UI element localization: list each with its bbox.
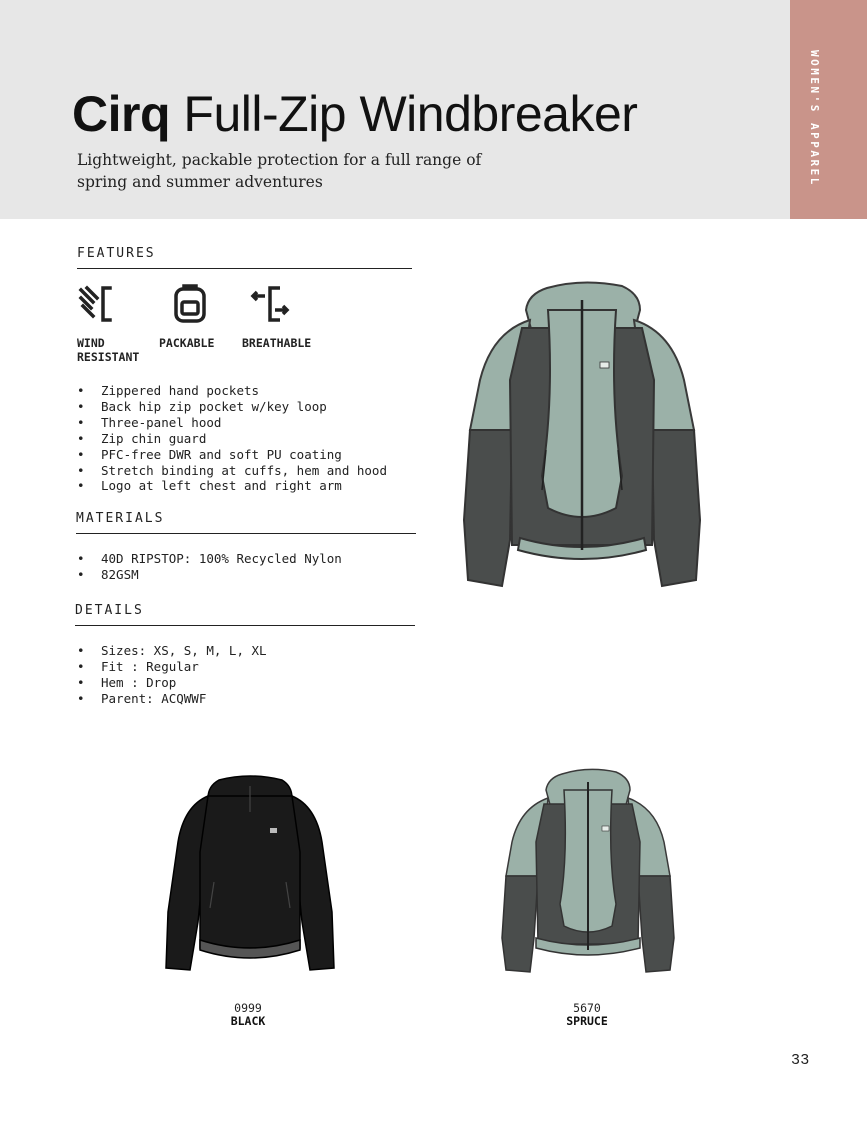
feature-breathable — [242, 284, 311, 350]
jacket-main-image — [462, 280, 702, 592]
swatch-name-spruce: SPRUCE — [566, 1014, 608, 1028]
jacket-spruce-swatch-image[interactable] — [500, 768, 676, 976]
page-number: 33 — [791, 1051, 810, 1068]
features-heading: FEATURES — [77, 246, 156, 261]
packable-icon — [159, 284, 219, 324]
list-item: • Logo at left chest and right arm — [77, 478, 387, 494]
feature-icons — [77, 284, 417, 368]
feature-label-line1: PACKABLE — [159, 336, 215, 350]
breathable-icon — [242, 284, 302, 324]
list-item: • Fit : Regular — [77, 659, 267, 675]
list-item: • Parent: ACQWWF — [77, 691, 267, 707]
feature-label-line1: WIND — [77, 336, 105, 350]
details-list — [77, 643, 267, 707]
title-brand: Cirq — [72, 86, 170, 142]
materials-list — [77, 551, 342, 583]
list-item: • Zip chin guard — [77, 431, 387, 447]
feature-packable — [159, 284, 219, 350]
details-heading: DETAILS — [75, 603, 144, 618]
feature-label-line1: BREATHABLE — [242, 336, 312, 350]
swatch-name-black: BLACK — [230, 1014, 266, 1028]
page-subtitle: Lightweight, packable protection for a full range of spring and summer adventures — [77, 151, 482, 191]
wind-resistant-icon — [77, 284, 117, 324]
title-product: Full-Zip Windbreaker — [183, 86, 638, 142]
feature-wind-resistant — [77, 284, 139, 364]
features-rule — [77, 268, 412, 269]
category-tab-label: WOMEN'S APPAREL — [808, 50, 821, 187]
list-item: • Sizes: XS, S, M, L, XL — [77, 643, 267, 659]
feature-label-line2: RESISTANT — [77, 350, 140, 364]
list-item: • PFC-free DWR and soft PU coating — [77, 447, 387, 463]
materials-rule — [76, 533, 416, 534]
list-item: • Zippered hand pockets — [77, 383, 387, 399]
list-item: • Hem : Drop — [77, 675, 267, 691]
list-item: • 40D RIPSTOP: 100% Recycled Nylon — [77, 551, 342, 567]
features-list — [77, 383, 387, 494]
list-item: • 82GSM — [77, 567, 342, 583]
list-item: • Back hip zip pocket w/key loop — [77, 399, 387, 415]
swatch-code-black: 0999 — [234, 1001, 262, 1015]
list-item: • Stretch binding at cuffs, hem and hood — [77, 463, 387, 479]
page-title — [72, 84, 637, 144]
materials-heading: MATERIALS — [76, 511, 165, 526]
jacket-black-swatch-image[interactable] — [164, 772, 336, 976]
details-rule — [75, 625, 415, 626]
swatch-code-spruce: 5670 — [573, 1001, 601, 1015]
list-item: • Three-panel hood — [77, 415, 387, 431]
